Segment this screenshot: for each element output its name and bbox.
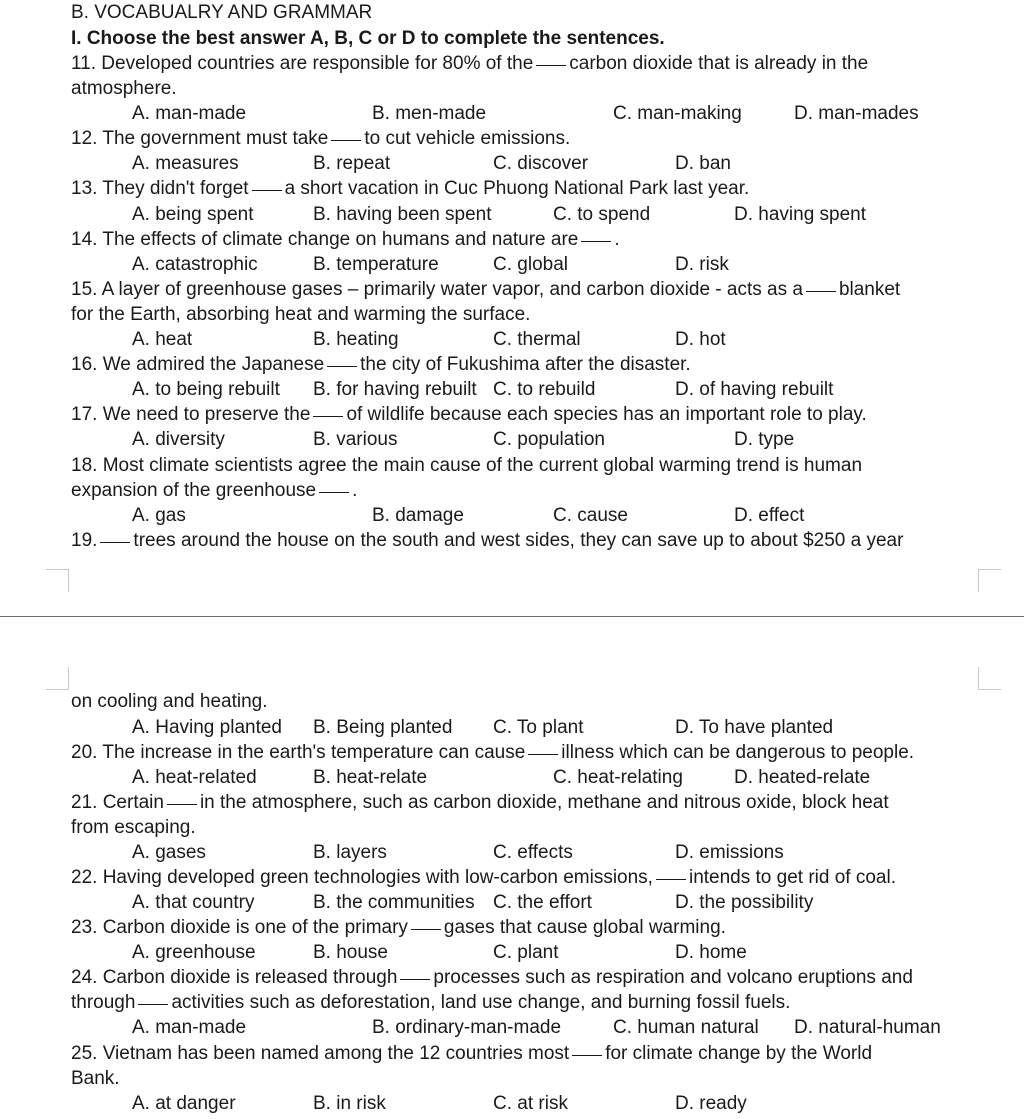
question-text: Vietnam has been named among the 12 countries most [102, 1043, 570, 1064]
answer-blank [138, 1004, 168, 1005]
q21-option-d[interactable]: D. emissions [675, 842, 784, 863]
crop-mark [46, 569, 69, 592]
question-text: Carbon dioxide is one of the primary [102, 917, 408, 938]
q20-option-b[interactable]: B. heat-relate [313, 767, 428, 788]
question-text: Developed countries are responsible for 80% of the [101, 53, 534, 74]
q14-option-c[interactable]: C. global [493, 254, 568, 275]
instruction: I. Choose the best answer A, B, C or D to complete the sentences. [71, 28, 665, 49]
answer-blank [319, 492, 349, 493]
q18-option-b[interactable]: B. damage [372, 505, 464, 526]
q20-option-c[interactable]: C. heat-relating [553, 767, 683, 788]
q23-option-d[interactable]: D. home [675, 942, 747, 963]
question-25-line1 [71, 1043, 872, 1065]
question-15-line1 [71, 279, 900, 301]
question-20-line1 [71, 742, 914, 764]
q12-option-a[interactable]: A. measures [132, 153, 239, 174]
question-text: Certain [102, 792, 164, 813]
q11-option-d[interactable]: D. man-mades [794, 103, 919, 124]
question-24-line2 [71, 992, 790, 1014]
q24-option-b[interactable]: B. ordinary-man-made [372, 1017, 562, 1038]
q22-option-b[interactable]: B. the communities [313, 892, 475, 913]
question-text: We need to preserve the [102, 404, 311, 425]
q16-option-d[interactable]: D. of having rebuilt [675, 379, 834, 400]
q12-option-d[interactable]: D. ban [675, 153, 731, 174]
q19-option-b[interactable]: B. Being planted [313, 717, 453, 738]
q15-option-c[interactable]: C. thermal [493, 329, 581, 350]
q18-option-a[interactable]: A. gas [132, 505, 186, 526]
q15-option-b[interactable]: B. heating [313, 329, 399, 350]
question-12-line1 [71, 128, 570, 150]
crop-mark [978, 569, 1001, 592]
question-17-line1 [71, 404, 867, 426]
q15-option-d[interactable]: D. hot [675, 329, 726, 350]
q13-option-d[interactable]: D. having spent [734, 204, 867, 225]
q14-option-b[interactable]: B. temperature [313, 254, 439, 275]
crop-mark [978, 667, 1001, 690]
q25-option-a[interactable]: A. at danger [132, 1093, 236, 1114]
question-11-line1 [71, 53, 868, 75]
question-13-line1 [71, 178, 749, 200]
question-text: illness which can be dangerous to people. [561, 742, 915, 763]
q19-option-d[interactable]: D. To have planted [675, 717, 834, 738]
question-text: . [614, 229, 620, 250]
q22-option-c[interactable]: C. the effort [493, 892, 592, 913]
question-number: 15. [71, 279, 98, 300]
question-21-line2: from escaping. [71, 817, 196, 838]
answer-blank [411, 929, 441, 930]
question-23-line1 [71, 917, 726, 939]
answer-blank [572, 1055, 602, 1056]
question-text: We admired the Japanese [102, 354, 325, 375]
question-number: 24. [71, 967, 98, 988]
q15-option-a[interactable]: A. heat [132, 329, 193, 350]
q19-option-a[interactable]: A. Having planted [132, 717, 282, 738]
question-text: The government must take [102, 128, 329, 149]
q14-option-a[interactable]: A. catastrophic [132, 254, 258, 275]
q12-option-c[interactable]: C. discover [493, 153, 589, 174]
q23-option-b[interactable]: B. house [313, 942, 388, 963]
question-text: a short vacation in Cuc Phuong National Park last year. [284, 178, 750, 199]
q21-option-c[interactable]: C. effects [493, 842, 573, 863]
question-text: The effects of climate change on humans and nature are [102, 229, 579, 250]
q20-option-d[interactable]: D. heated-relate [734, 767, 871, 788]
question-number: 11. [71, 53, 97, 74]
q18-option-d[interactable]: D. effect [734, 505, 805, 526]
question-text: Carbon dioxide is released through [102, 967, 398, 988]
answer-blank [313, 416, 343, 417]
q25-option-d[interactable]: D. ready [675, 1093, 747, 1114]
question-text: the city of Fukushima after the disaster. [360, 354, 691, 375]
question-text: . [352, 480, 358, 501]
question-18-line1 [71, 455, 862, 477]
question-24-line1 [71, 967, 913, 989]
question-22-line1 [71, 867, 896, 889]
q16-option-b[interactable]: B. for having rebuilt [313, 379, 477, 400]
question-text: expansion of the greenhouse [71, 480, 317, 501]
q12-option-b[interactable]: B. repeat [313, 153, 391, 174]
question-19-line2: on cooling and heating. [71, 691, 268, 712]
question-text: through [71, 992, 136, 1013]
question-text: The increase in the earth's temperature can cause [102, 742, 526, 763]
answer-blank [331, 140, 361, 141]
question-number: 20. [71, 742, 98, 763]
q24-option-a[interactable]: A. man-made [132, 1017, 247, 1038]
question-15-line2: for the Earth, absorbing heat and warming the surface. [71, 304, 531, 325]
question-text: Having developed green technologies with low-carbon emissions, [102, 867, 653, 888]
question-text: for climate change by the World [605, 1043, 873, 1064]
answer-blank [252, 190, 282, 191]
question-number: 21. [71, 792, 98, 813]
question-text: gases that cause global warming. [443, 917, 726, 938]
q11-option-a[interactable]: A. man-made [132, 103, 247, 124]
question-11-line2: atmosphere. [71, 78, 177, 99]
page-break [0, 556, 1024, 686]
question-18-line2 [71, 480, 357, 502]
question-text: They didn't forget [102, 178, 249, 199]
question-text: activities such as deforestation, land use change, and burning fossil fuels. [171, 992, 791, 1013]
question-number: 25. [71, 1043, 98, 1064]
answer-blank [400, 979, 430, 980]
crop-mark [46, 667, 69, 690]
q13-option-a[interactable]: A. being spent [132, 204, 254, 225]
q22-option-a[interactable]: A. that country [132, 892, 255, 913]
question-number: 16. [71, 354, 98, 375]
q23-option-c[interactable]: C. plant [493, 942, 559, 963]
answer-blank [656, 879, 686, 880]
question-text: of wildlife because each species has an important role to play. [346, 404, 867, 425]
question-text: Most climate scientists agree the main cause of the current global warming trend is human [102, 455, 863, 476]
answer-blank [528, 754, 558, 755]
question-number: 13. [71, 178, 98, 199]
section-heading: B. VOCABUALRY AND GRAMMAR [71, 2, 373, 23]
question-number: 14. [71, 229, 98, 250]
q22-option-d[interactable]: D. the possibility [675, 892, 814, 913]
answer-blank [581, 241, 611, 242]
question-number: 22. [71, 867, 98, 888]
question-number: 12. [71, 128, 98, 149]
question-text: to cut vehicle emissions. [364, 128, 571, 149]
question-number: 23. [71, 917, 98, 938]
q17-option-a[interactable]: A. diversity [132, 429, 225, 450]
question-text: carbon dioxide that is already in the [569, 53, 869, 74]
question-text: blanket [838, 279, 901, 300]
q21-option-a[interactable]: A. gases [132, 842, 206, 863]
answer-blank [327, 366, 357, 367]
question-19-line1 [71, 530, 903, 552]
question-25-line2: Bank. [71, 1068, 120, 1089]
q23-option-a[interactable]: A. greenhouse [132, 942, 256, 963]
q24-option-d[interactable]: D. natural-human [794, 1017, 941, 1038]
q17-option-c[interactable]: C. population [493, 429, 605, 450]
question-14-line1 [71, 229, 620, 251]
q11-option-b[interactable]: B. men-made [372, 103, 487, 124]
q17-option-d[interactable]: D. type [734, 429, 795, 450]
q18-option-c[interactable]: C. cause [553, 505, 628, 526]
question-number: 19. [71, 530, 98, 551]
question-21-line1 [71, 792, 889, 814]
answer-blank [806, 291, 836, 292]
q25-option-b[interactable]: B. in risk [313, 1093, 386, 1114]
q13-option-c[interactable]: C. to spend [553, 204, 651, 225]
question-16-line1 [71, 354, 691, 376]
answer-blank [100, 542, 130, 543]
question-number: 18. [71, 455, 98, 476]
question-text: trees around the house on the south and west sides, they can save up to about $250 a year [133, 530, 904, 551]
q19-option-c[interactable]: C. To plant [493, 717, 584, 738]
answer-blank [536, 65, 566, 66]
q20-option-a[interactable]: A. heat-related [132, 767, 257, 788]
question-text: intends to get rid of coal. [688, 867, 896, 888]
q24-option-c[interactable]: C. human natural [613, 1017, 759, 1038]
q13-option-b[interactable]: B. having been spent [313, 204, 492, 225]
page-divider [0, 616, 1024, 617]
q14-option-d[interactable]: D. risk [675, 254, 729, 275]
q16-option-c[interactable]: C. to rebuild [493, 379, 596, 400]
question-text: in the atmosphere, such as carbon dioxide, methane and nitrous oxide, block heat [199, 792, 889, 813]
q21-option-b[interactable]: B. layers [313, 842, 387, 863]
q17-option-b[interactable]: B. various [313, 429, 398, 450]
q16-option-a[interactable]: A. to being rebuilt [132, 379, 280, 400]
answer-blank [167, 804, 197, 805]
question-text: processes such as respiration and volcano eruptions and [433, 967, 913, 988]
question-text: A layer of greenhouse gases – primarily water vapor, and carbon dioxide - acts as a [101, 279, 803, 300]
q25-option-c[interactable]: C. at risk [493, 1093, 568, 1114]
question-number: 17. [71, 404, 98, 425]
q11-option-c[interactable]: C. man-making [613, 103, 742, 124]
